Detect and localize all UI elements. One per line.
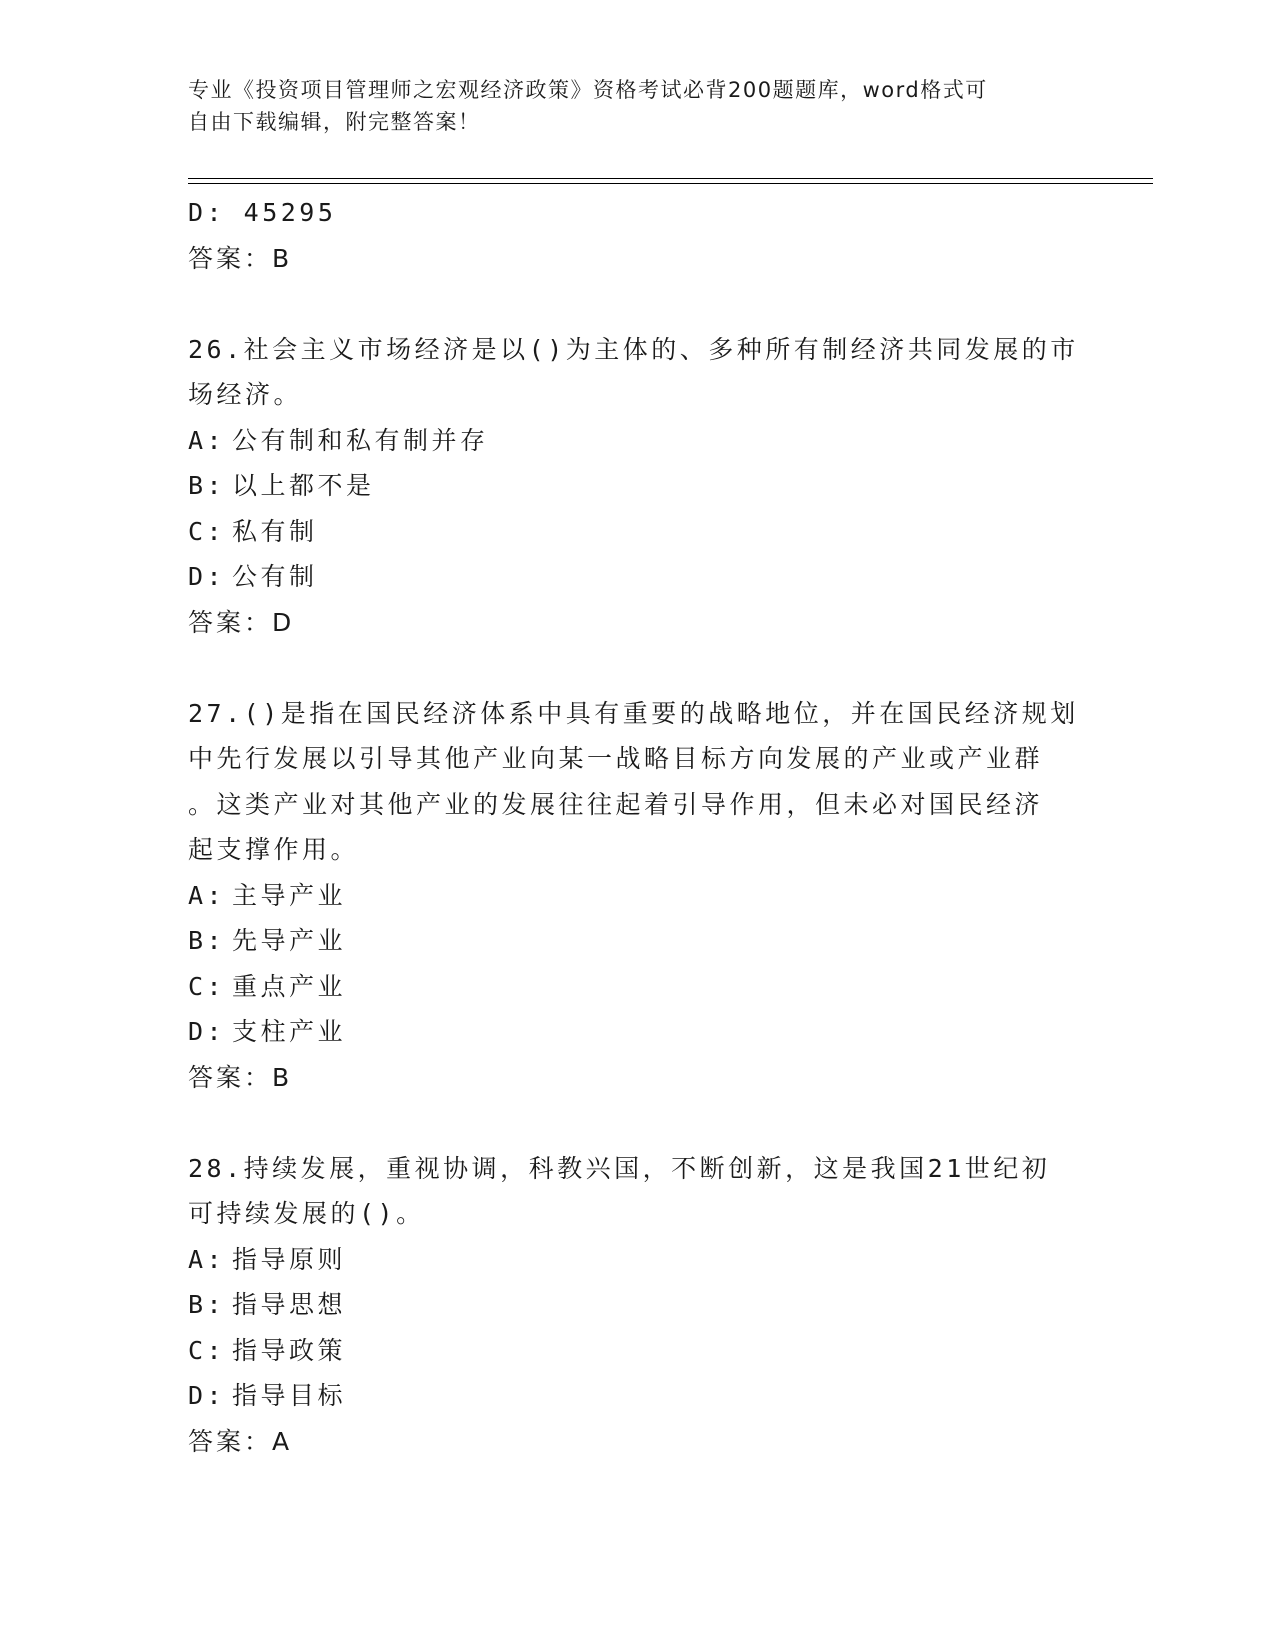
- option-text: 以上都不是: [232, 471, 375, 500]
- option-text: 公有制: [232, 562, 318, 591]
- option-key: C:: [188, 1335, 226, 1365]
- option-c: [188, 1328, 1088, 1374]
- spacer: [188, 1100, 1088, 1146]
- question-stem-line: 中先行发展以引导其他产业向某一战略目标方向发展的产业或产业群: [188, 744, 1044, 773]
- option-b: [188, 1282, 1088, 1328]
- question-stem-line: 28.持续发展，重视协调，科教兴国，不断创新，这是我国21世纪初: [188, 1153, 1051, 1183]
- option-key: B:: [188, 926, 226, 955]
- option-b: [188, 918, 1088, 964]
- option-text: 公有制和私有制并存: [232, 425, 489, 455]
- option-text: 指导政策: [232, 1335, 347, 1365]
- answer-line: 答案：D: [188, 607, 295, 637]
- option-key: A:: [188, 1244, 226, 1274]
- option-d: [188, 1373, 1088, 1419]
- option-key: C:: [188, 971, 226, 1001]
- question-stem-line: 。这类产业对其他产业的发展往往起着引导作用，但未必对国民经济: [188, 789, 1044, 819]
- question-stem-line: 可持续发展的()。: [188, 1199, 425, 1228]
- option-c: [188, 509, 1088, 555]
- option-text: 指导目标: [232, 1381, 347, 1410]
- question-stem-line: 27.()是指在国民经济体系中具有重要的战略地位，并在国民经济规划: [188, 698, 1079, 728]
- option-text: 指导原则: [232, 1244, 347, 1274]
- answer-line: 答案：A: [188, 1426, 293, 1456]
- question-list: [188, 190, 1088, 1464]
- question-26: [188, 327, 1088, 646]
- question-stem-line: 场经济。: [188, 380, 303, 409]
- option-d: [188, 1009, 1088, 1055]
- option-key: C:: [188, 516, 226, 546]
- question-27: [188, 691, 1088, 1101]
- option-key: B:: [188, 471, 226, 500]
- option-key: D:: [188, 1381, 226, 1410]
- option-c: [188, 964, 1088, 1010]
- header-rule-bottom: [188, 183, 1153, 184]
- option-text: 指导思想: [232, 1290, 347, 1319]
- header-line-1: 专业《投资项目管理师之宏观经济政策》资格考试必背200题题库，word格式可: [188, 78, 988, 102]
- header-rule-top: [188, 178, 1153, 179]
- option-key: A:: [188, 880, 226, 910]
- header-line-2: 自由下载编辑，附完整答案！: [188, 110, 481, 134]
- option-key: A:: [188, 425, 226, 455]
- spacer: [188, 645, 1088, 691]
- option-text: 私有制: [232, 516, 318, 546]
- document-header: [188, 74, 1068, 138]
- option-a: [188, 873, 1088, 919]
- answer-line: 答案：B: [188, 1062, 293, 1092]
- option-text: 先导产业: [232, 926, 347, 955]
- option-b: [188, 463, 1088, 509]
- question-28: [188, 1146, 1088, 1465]
- option-a: [188, 418, 1088, 464]
- option-a: [188, 1237, 1088, 1283]
- option-key: D:: [188, 1017, 226, 1046]
- option-text: 重点产业: [232, 971, 347, 1001]
- option-key: D:: [188, 562, 226, 591]
- prev-option-d: D: 45295: [188, 198, 337, 227]
- option-text: 支柱产业: [232, 1017, 347, 1046]
- option-key: B:: [188, 1290, 226, 1319]
- spacer: [188, 281, 1088, 327]
- question-stem-line: 26.社会主义市场经济是以()为主体的、多种所有制经济共同发展的市: [188, 334, 1079, 364]
- prev-answer: 答案：B: [188, 243, 293, 273]
- option-d: [188, 554, 1088, 600]
- option-text: 主导产业: [232, 880, 347, 910]
- question-stem-line: 起支撑作用。: [188, 835, 360, 864]
